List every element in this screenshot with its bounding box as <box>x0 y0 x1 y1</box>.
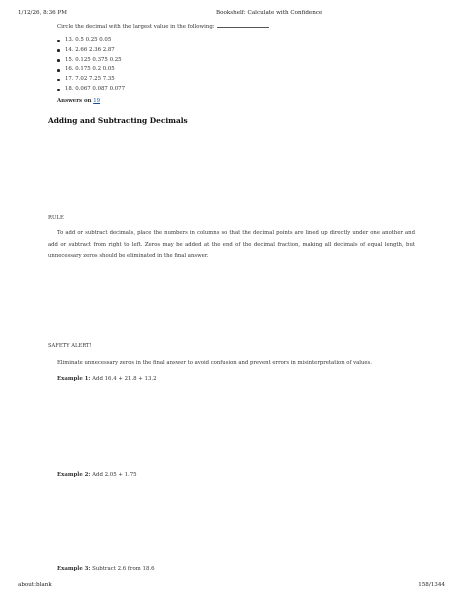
answers-label: Answers on <box>57 98 92 104</box>
example-text: Add 16.4 + 21.8 + 13.2 <box>92 376 157 382</box>
safety-alert-text: Eliminate unnecessary zeros in the final answer to avoid confusion and prevent errors in misinterpretation of values. <box>57 360 372 366</box>
example-label: Example 1: <box>57 376 91 382</box>
page-source: about:blank <box>18 582 52 588</box>
question-text: 18. 0.067 0.087 0.077 <box>65 85 126 92</box>
example-text: Add 2.05 + 1.75 <box>92 472 137 478</box>
bullet-icon <box>57 89 60 92</box>
list-item <box>57 75 125 85</box>
bullet-icon <box>57 59 60 62</box>
question-text: 14. 2.66 2.36 2.87 <box>65 46 115 53</box>
safety-alert-label: SAFETY ALERT! <box>48 343 92 349</box>
rule-text: To add or subtract decimals, place the numbers in columns so that the decimal points are lined up directly under one another and add or subtract from right to left. Zeros may be added at the end of the decimal fraction, making all decimals of equal length, but unnecessary zeros should be eliminated in the final answer. <box>48 230 415 259</box>
question-text: 16. 0.175 0.2 0.05 <box>65 66 115 73</box>
list-item <box>57 46 125 56</box>
example-3 <box>57 566 155 572</box>
instruction-text: Circle the decimal with the largest value in the following: <box>57 24 215 30</box>
bullet-icon <box>57 69 60 72</box>
question-text: 15. 0.125 0.375 0.25 <box>65 56 122 63</box>
bullet-icon <box>57 40 60 43</box>
example-label: Example 3: <box>57 566 91 572</box>
list-item <box>57 85 125 95</box>
answers-page-link[interactable]: 19 <box>93 98 101 104</box>
bullet-icon <box>57 49 60 52</box>
bullet-icon <box>57 79 60 82</box>
question-list <box>57 36 125 95</box>
list-item <box>57 36 125 46</box>
answers-reference <box>57 98 100 104</box>
example-1 <box>57 376 157 382</box>
page-number: 158/1344 <box>418 582 445 588</box>
question-text: 13. 0.5 0.25 0.05 <box>65 37 112 43</box>
example-label: Example 2: <box>57 472 91 478</box>
example-text: Subtract 2.6 from 18.6 <box>92 566 155 572</box>
example-2 <box>57 472 137 478</box>
list-item <box>57 56 125 66</box>
answer-blank <box>217 22 269 28</box>
question-text: 17. 7.02 7.25 7.35 <box>65 76 115 83</box>
section-heading: Adding and Subtracting Decimals <box>48 116 188 125</box>
print-datetime: 1/12/26, 8:36 PM <box>18 10 67 16</box>
exercise-instruction <box>57 22 269 30</box>
page-title: Bookshelf: Calculate with Confidence <box>216 10 323 16</box>
list-item <box>57 65 125 75</box>
rule-label: RULE <box>48 215 64 221</box>
